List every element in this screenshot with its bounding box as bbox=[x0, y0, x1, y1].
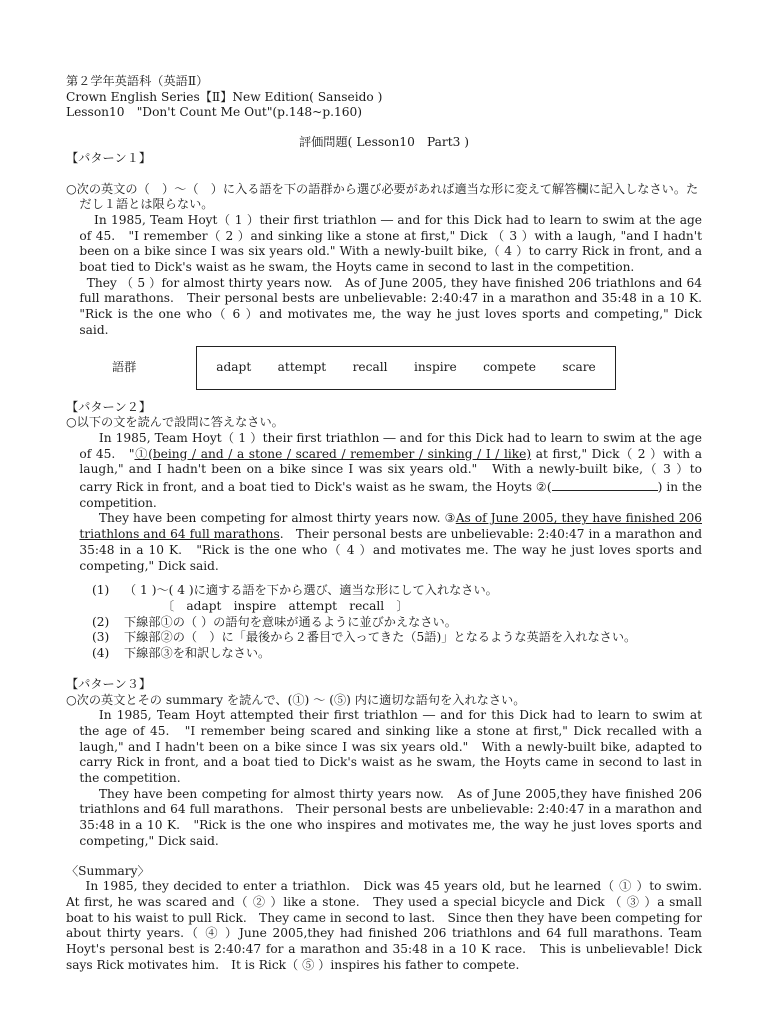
question-item: (2) 下線部①の（ ）の語句を意味が通るように並びかえなさい。 bbox=[92, 614, 457, 629]
header-textbook: Crown English Series【Ⅱ】New Edition( Sanseido ) bbox=[66, 89, 383, 104]
vocab-word-list bbox=[196, 346, 616, 390]
pattern3-paragraph-1: In 1985, Team Hoyt attempted their first triathlon ― and for this Dick had to learn to swim at the age of 45. "I remember being scared and sinking like a stone at first," Dick recalled with a laugh," and I hadn't been on a bike since I was six years old." With a newly-built bike, adapted to carry Rick in front, and a boat tied to Dick's waist as he swam, the Hoyts came in second to last in the competition. bbox=[79, 708, 702, 786]
vocab-word: compete bbox=[483, 359, 536, 374]
worksheet-page bbox=[66, 74, 702, 973]
pattern2-heading: 【パターン２】 bbox=[66, 399, 152, 414]
question-item: (1) （ 1 )～( 4 )に適する語を下から選び、適当な形にして入れなさい。 bbox=[92, 583, 498, 598]
pattern2-paragraph-1: In 1985, Team Hoyt（ 1 ）their first triathlon ― and for this Dick had to learn to swim at the age of 45. "①(being / and / a stone / scared / remember / sinking / I / like) at first," Dick（ 2 ）with a laugh," and I hadn't been on a bike since I was six years old." With a newly-built bike,（ 3 ）to carry Rick in front, and a boat tied to Dick's waist as he swam, the Hoyts ②( ) in the competition. bbox=[79, 430, 702, 510]
question-item: (3) 下線部②の（ ）に「最後から２番目で入ってきた（5語)」となるような英語を入れなさい。 bbox=[92, 630, 637, 645]
underline-3: As of June 2005, they have finished 206 triathlons and 64 full marathons bbox=[79, 511, 702, 542]
pattern2-paragraph-2: They have been competing for almost thirty years now. ③As of June 2005, they have finished 206 triathlons and 64 full marathons. Their personal bests are unbelievable: 2:40:47 in a marathon and 35:48 in a 10 K. "Rick is the one who（ 4 ）and motivates me. The way he just loves sports and competing," Dick said. bbox=[79, 511, 702, 573]
pattern3-heading: 【パターン３】 bbox=[66, 676, 152, 691]
vocab-word: adapt bbox=[216, 359, 252, 374]
vocab-word: attempt bbox=[277, 359, 327, 374]
pattern1-paragraph-2: They （ 5 ）for almost thirty years now. As of June 2005, they have finished 206 triathlons and 64 full marathons. Their personal bests are unbelievable: 2:40:47 in a marathon and 35:48 in a 10 K. "Rick is the one who（ 6 ）and motivates me, the way he just loves sports and competing," Dick said. bbox=[79, 275, 702, 337]
vocab-word: inspire bbox=[413, 359, 457, 374]
pattern1-paragraph-1: In 1985, Team Hoyt（ 1 ）their first triathlon ― and for this Dick had to learn to swim at the age of 45. "I remember（ 2 ）and sinking like a stone at first," Dick （ 3 ）with a laugh, "and I hadn't been on a bike since I was six years old." With a newly-built bike,（ 4 ）to carry Rick in front, and a boat tied to Dick's waist as he swam, the Hoyts came in second to last in the competition. bbox=[79, 212, 702, 275]
header-lesson: Lesson10 "Don't Count Me Out"(p.148~p.160) bbox=[66, 105, 363, 120]
summary-label: 〈Summary〉 bbox=[66, 863, 150, 878]
pattern1-heading: 【パターン１】 bbox=[66, 150, 152, 165]
pattern1-instruction: ○次の英文の（ ）～（ ）に入る語を下の語群から選び必要があれば適当な形に変えて解答欄に記入しなさい。ただし１語とは限らない。 bbox=[66, 181, 699, 212]
question-item: (4) 下線部③を和訳しなさい。 bbox=[92, 646, 271, 661]
vocab-word: scare bbox=[562, 359, 596, 374]
page-title: 評価問題( Lesson10 Part3 ) bbox=[298, 135, 470, 150]
pattern3-paragraph-2: They have been competing for almost thirty years now. As of June 2005,they have finished 206 triathlons and 64 full marathons. Their personal bests are unbelievable: 2:40:47 in a marathon and 35:48 in a 10 K. "Rick is the one who inspires and motivates me, the way he just loves sports and competing," Dick said. bbox=[79, 786, 702, 848]
summary-paragraph: In 1985, they decided to enter a triathlon. Dick was 45 years old, but he learned（ ① ）to swim. At first, he was scared and（ ② ）like a stone. They used a special bicycle and Dick （ ③ ）a small boat to his waist to pull Rick. They came in second to last. Since then they have been competing for about thirty years.（ ④ ）June 2005,they had finished 206 triathlons and 64 full marathons. Team Hoyt's personal best is 2:40:47 for a marathon and 35:48 in a 10 K race. This is unbelievable! Dick says Rick motivates him. It is Rick（ ⑤ ）inspires his father to compete. bbox=[66, 879, 702, 972]
underline-1: ①(being / and / a stone / scared / remember / sinking / I / like) bbox=[134, 446, 532, 461]
vocab-box bbox=[86, 346, 702, 390]
answer-blank bbox=[552, 478, 658, 491]
question-options: 〔 adapt inspire attempt recall 〕 bbox=[162, 598, 409, 613]
vocab-label: 語群 bbox=[112, 359, 137, 374]
pattern2-instruction: ○以下の文を読んで設問に答えなさい。 bbox=[66, 415, 284, 430]
header-course: 第２学年英語科（英語Ⅱ） bbox=[66, 74, 209, 88]
vocab-word: recall bbox=[352, 359, 388, 374]
pattern3-instruction: ○次の英文とその summary を読んで、(①) ～ (⑤) 内に適切な語句を入れなさい。 bbox=[66, 692, 526, 707]
